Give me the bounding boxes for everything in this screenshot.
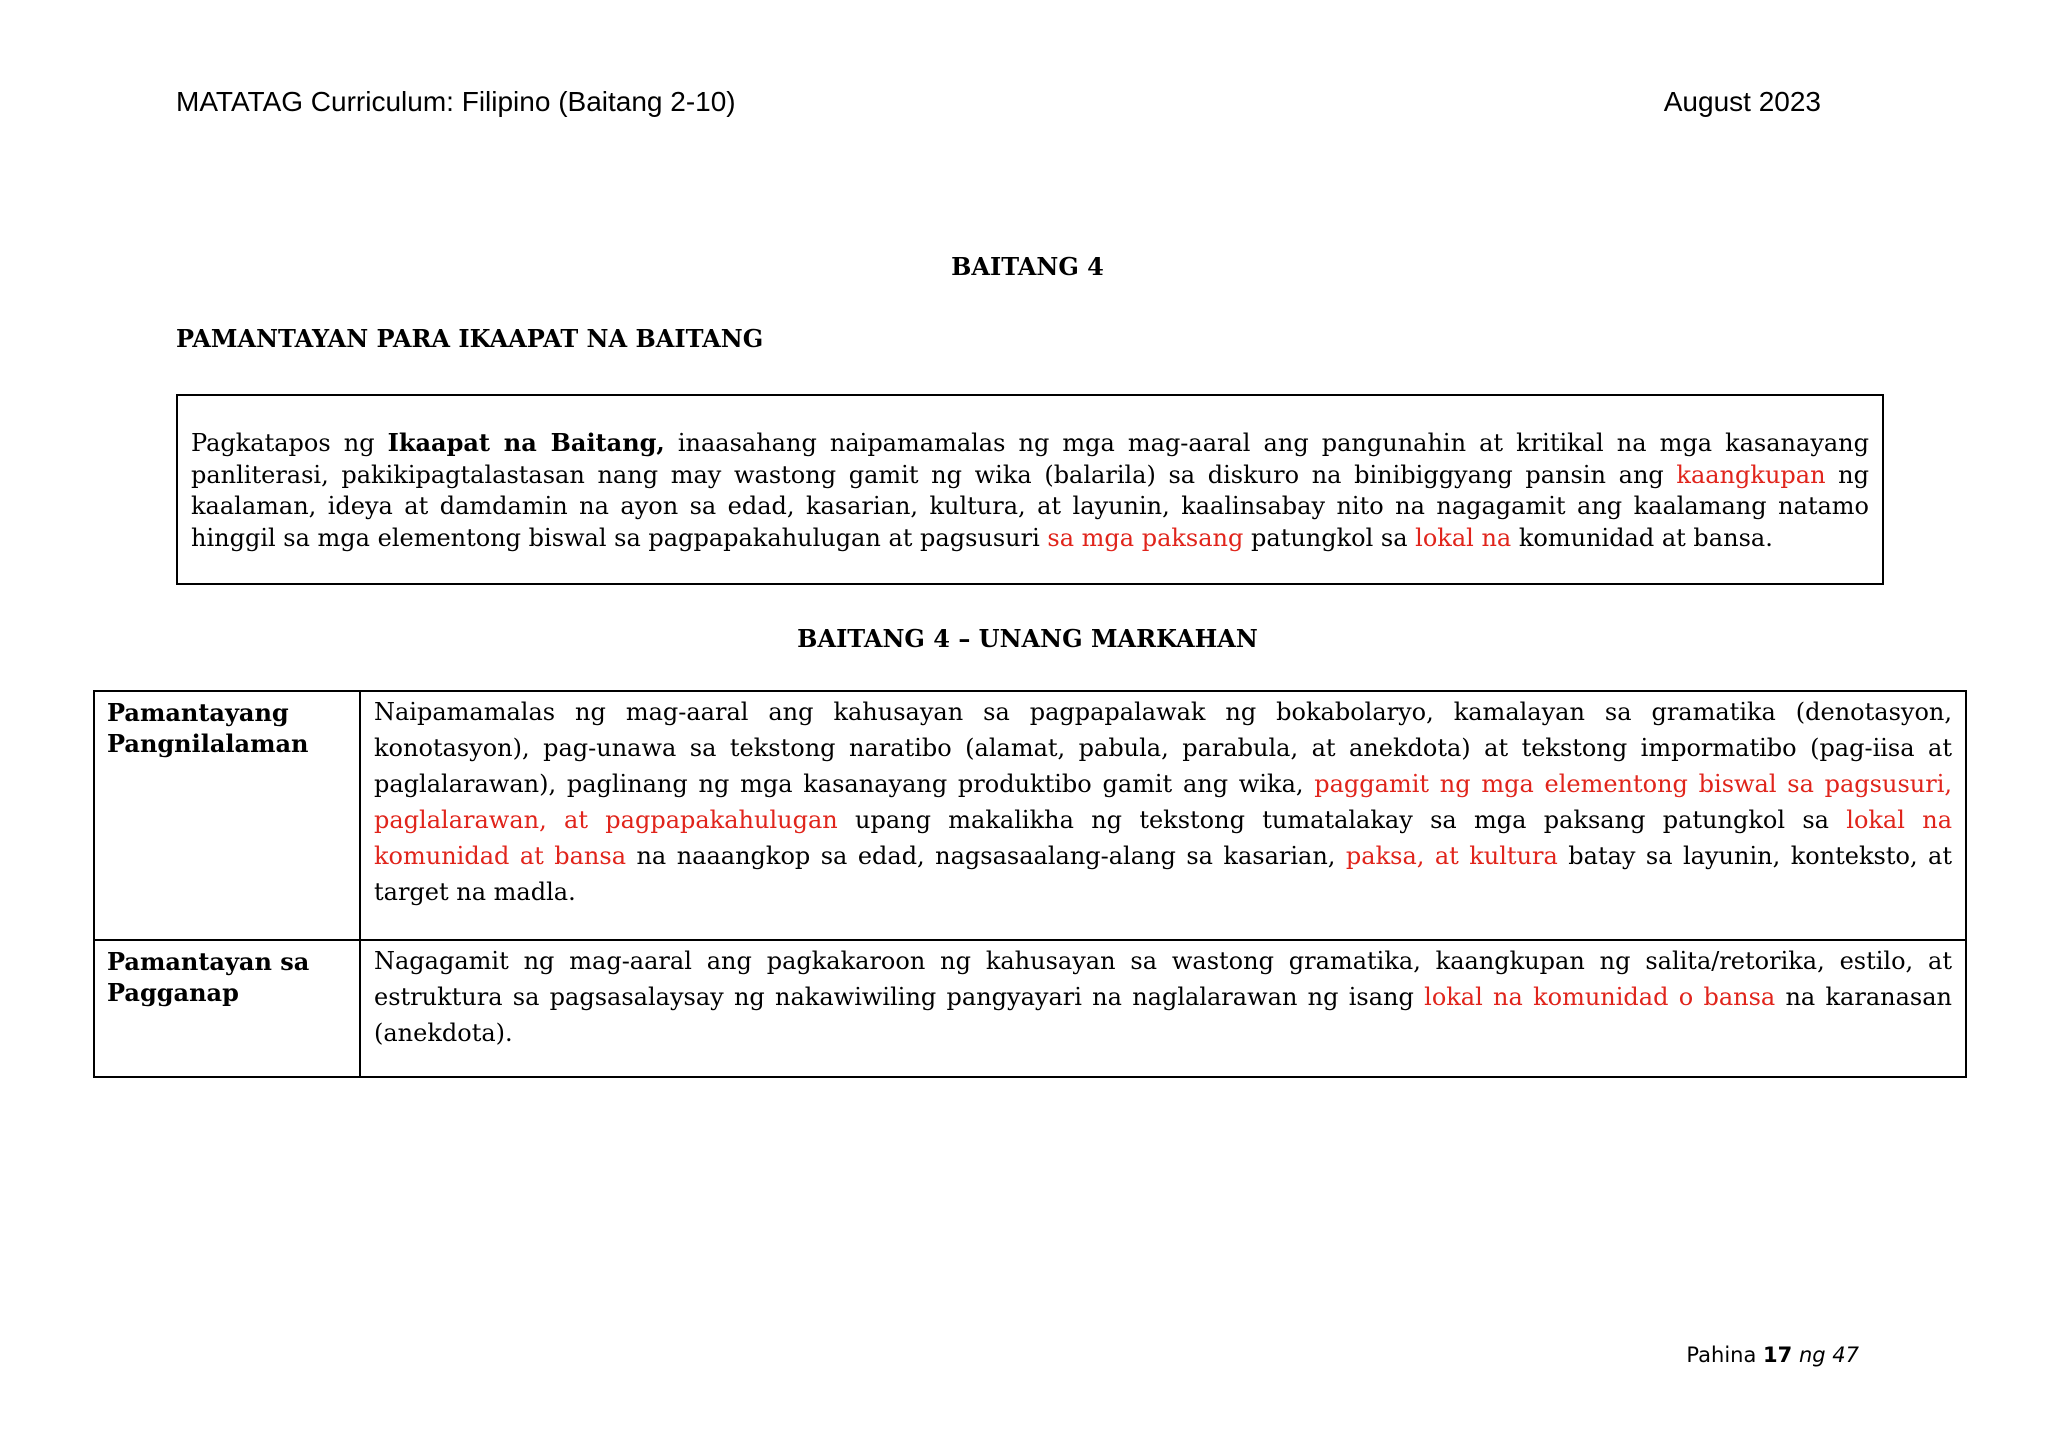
quarter-title: BAITANG 4 – UNANG MARKAHAN xyxy=(797,624,1258,653)
standards-table xyxy=(93,690,1967,1078)
content-standard-label: Pamantayang Pangnilalaman xyxy=(94,691,360,940)
table-row xyxy=(94,940,1966,1077)
page-number: Pahina 17 ng 47 xyxy=(1686,1343,1859,1367)
grade-title: BAITANG 4 xyxy=(951,252,1104,281)
table-row xyxy=(94,691,1966,940)
document-header-date: August 2023 xyxy=(1663,86,1821,117)
standards-heading: PAMANTAYAN PARA IKAAPAT NA BAITANG xyxy=(176,324,764,353)
performance-standard-text: Nagagamit ng mag-aaral ang pagkakaroon ng kahusayan sa wastong gramatika, kaangkupan ng salita/retorika, estilo, at estruktura sa pagsasalaysay ng nakawiwiling pangyayari na naglalarawan ng isang lokal na komunidad o bansa na karanasan (anekdota). xyxy=(360,940,1966,1077)
document-header-title: MATATAG Curriculum: Filipino (Baitang 2-10) xyxy=(176,86,736,117)
content-standard-text: Naipamamalas ng mag-aaral ang kahusayan sa pagpapalawak ng bokabolaryo, kamalayan sa gramatika (denotasyon, konotasyon), pag-unawa sa tekstong naratibo (alamat, pabula, parabula, at anekdota) at tekstong impormatibo (pag-iisa at paglalarawan), paglinang ng mga kasanayang produktibo gamit ang wika, paggamit ng mga elementong biswal sa pagsusuri, paglalarawan, at pagpapakahulugan upang makalikha ng tekstong tumatalakay sa mga paksang patungkol sa lokal na komunidad at bansa na naaangkop sa edad, nagsasaalang-alang sa kasarian, paksa, at kultura batay sa layunin, konteksto, at target na madla. xyxy=(360,691,1966,940)
performance-standard-label: Pamantayan sa Pagganap xyxy=(94,940,360,1077)
grade-standard-text: Pagkatapos ng Ikaapat na Baitang, inaasahang naipamamalas ng mga mag-aaral ang pangunahin at kritikal na mga kasanayang panliterasi, pakikipagtalastasan nang may wastong gamit ng wika (balarila) sa diskuro na binibiggyang pansin ang kaangkupan ng kaalaman, ideya at damdamin na ayon sa edad, kasarian, kultura, at layunin, kaalinsabay nito na nagagamit ang kaalamang natamo hinggil sa mga elementong biswal sa pagpapakahulugan at pagsusuri sa mga paksang patungkol sa lokal na komunidad at bansa. xyxy=(191,428,1870,552)
grade-standard-box xyxy=(176,394,1884,585)
